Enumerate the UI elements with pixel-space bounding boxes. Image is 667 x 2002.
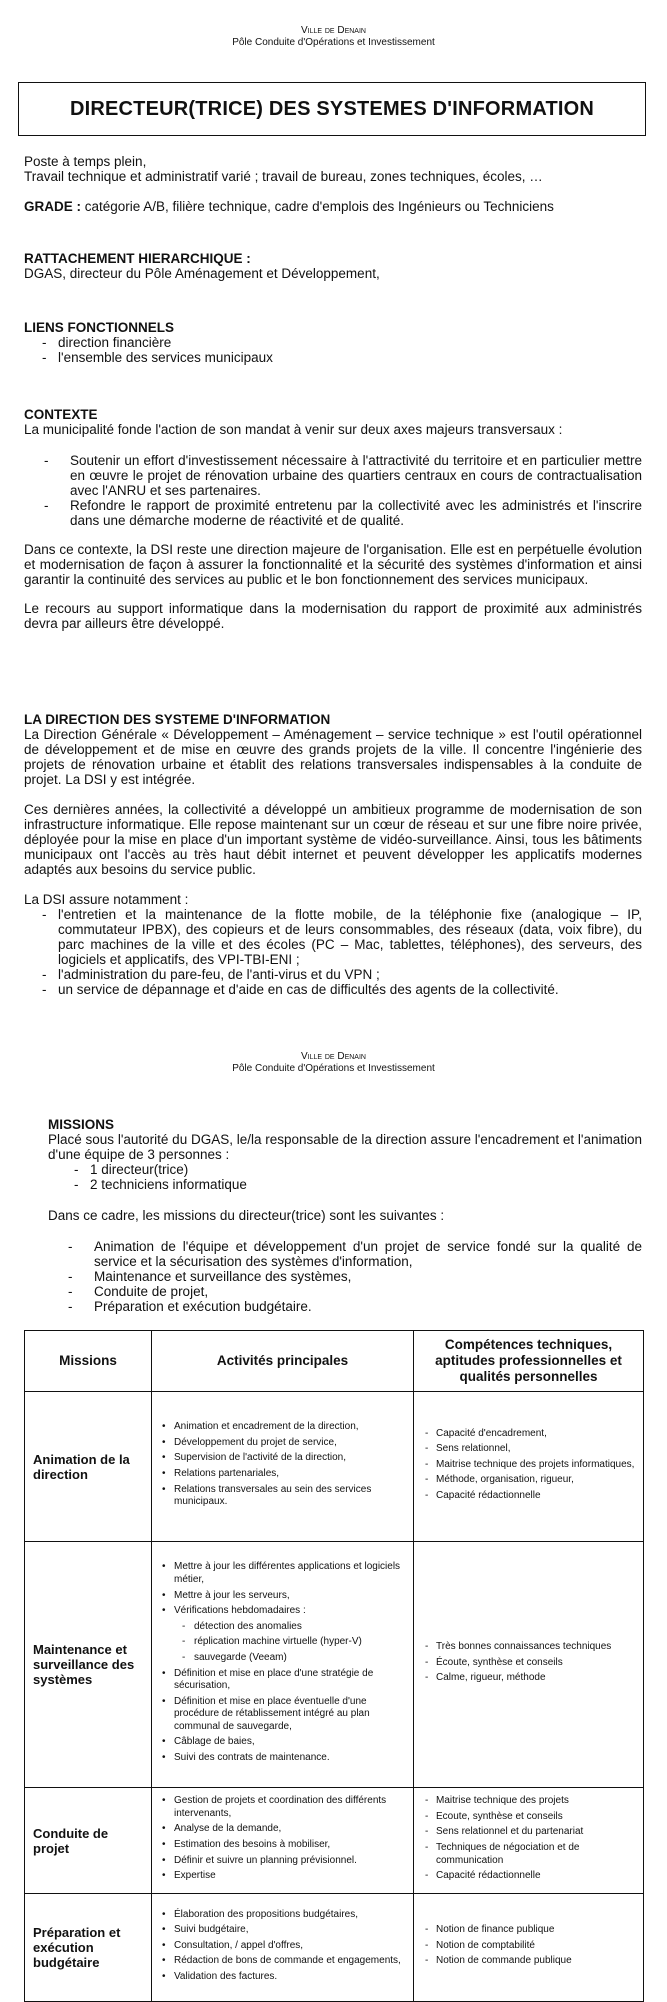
activity-item: • Mettre à jour les différentes applications et logiciels métier, (160, 1561, 405, 1586)
skill-item: - Capacité d'encadrement, (422, 1428, 635, 1441)
contexte-paragraph: Dans ce contexte, la DSI reste une direction majeure de l'organisation. Elle est en perpétuelle évolution et modernisation de façon à assurer la fonctionnalité et la sécurité des systèmes d'information et ainsi garantir la continuité des services au public et le bon fonctionnement des services municipaux. (24, 542, 642, 587)
activity-item: • Consultation, / appel d'offres, (160, 1940, 405, 1953)
table-row (25, 1788, 644, 1894)
table-header-row (25, 1331, 644, 1392)
activity-item: • Relations partenariales, (160, 1468, 405, 1481)
skill-item: - Notion de commande publique (422, 1955, 635, 1968)
grade-label: GRADE : (24, 199, 81, 214)
contexte-heading: CONTEXTE (24, 407, 98, 422)
grade-line (24, 199, 642, 214)
skill-item: - Maitrise technique des projets informatiques, (422, 1459, 635, 1472)
skill-item: - Ecoute, synthèse et conseils (422, 1811, 635, 1824)
activity-item: • Relations transversales au sein des services municipaux. (160, 1484, 405, 1509)
activity-item: • Suivi des contrats de maintenance. (160, 1752, 405, 1765)
missions-paragraph: Placé sous l'autorité du DGAS, le/la responsable de la direction assure l'encadrement et l'animation d'une équipe de 3 personnes : (48, 1132, 642, 1162)
direction-paragraph: Ces dernières années, la collectivité a développé un ambitieux programme de modernisation de son infrastructure informatique. Elle repose maintenant sur un cœur de réseau et sur une fibre noire privée, déployée pour la mise en place d'un important système de vidéo-surveillance. Ainsi, tous les bâtiments municipaux ont l'accès au très haut débit internet et peuvent développer les applicatifs modernes adaptés aux besoins du service public. (24, 802, 642, 877)
direction-block (24, 712, 642, 997)
activity-item: • Supervision de l'activité de la direction, (160, 1452, 405, 1465)
skill-item: - Techniques de négociation et de communication (422, 1842, 635, 1867)
page-header-2 (0, 1051, 667, 1075)
skills-cell (414, 1894, 644, 2002)
contexte-paragraph: Le recours au support informatique dans la modernisation du rapport de proximité aux administrés devra par ailleurs être développé. (24, 601, 642, 631)
table-header-cell: Missions (25, 1331, 152, 1392)
missions-heading: MISSIONS (48, 1117, 115, 1132)
direction-item: - un service de dépannage et d'aide en cas de difficultés des agents de la collectivité. (24, 982, 642, 997)
skill-item: - Capacité rédactionnelle (422, 1870, 635, 1883)
skill-item: - Sens relationnel, (422, 1443, 635, 1456)
activity-item: • Suivi budgétaire, (160, 1924, 405, 1937)
activity-item: • Mettre à jour les serveurs, (160, 1590, 405, 1603)
poste-line-2: Travail technique et administratif varié ; travail de bureau, zones techniques, écoles, … (24, 169, 543, 184)
missions-table (24, 1330, 644, 2002)
missions-item: - Animation de l'équipe et développement d'un projet de service fondé sur la qualité de service et la sécurisation des systèmes d'information, (48, 1239, 642, 1269)
direction-item: - l'administration du pare-feu, de l'anti-virus et du VPN ; (24, 967, 642, 982)
direction-item: - l'entretien et la maintenance de la flotte mobile, de la téléphonie fixe (analogique – IP, commutateur IPBX), des copieurs et de leurs consommables, des réseaux (data, voix fibre), du parc machines de la ville et des écoles (PC – Mac, tablettes, téléphones), des serveurs, des logiciels et applicatifs, des VPI-TBI-ENI ; (24, 907, 642, 967)
contexte-block (24, 407, 642, 631)
activity-item: • Estimation des besoins à mobiliser, (160, 1839, 405, 1852)
direction-intro: La DSI assure notamment : (24, 892, 189, 907)
contexte-intro: La municipalité fonde l'action de son mandat à venir sur deux axes majeurs transversaux : (24, 422, 563, 437)
skill-item: - Maitrise technique des projets (422, 1795, 635, 1808)
activity-item: • Développement du projet de service, (160, 1437, 405, 1450)
header-ville: Ville de Denain (301, 25, 366, 36)
mission-cell: Animation de la direction (25, 1392, 152, 1542)
contexte-item: - Refondre le rapport de proximité entretenu par la collectivité avec les administrés et l'inscrire dans une démarche moderne de réactivité et de qualité. (24, 498, 642, 528)
page-title: DIRECTEUR(TRICE) DES SYSTEMES D'INFORMATION (69, 97, 595, 120)
skills-cell (414, 1542, 644, 1788)
activity-item: • Vérifications hebdomadaires : (160, 1605, 405, 1618)
activity-subitem: - sauvegarde (Veeam) (160, 1652, 405, 1665)
activities-cell (152, 1392, 414, 1542)
liens-heading: LIENS FONCTIONNELS (24, 320, 175, 335)
skill-item: - Notion de finance publique (422, 1924, 635, 1937)
poste-block (24, 154, 642, 184)
missions-item: - Conduite de projet, (48, 1284, 642, 1299)
activity-item: • Animation et encadrement de la direction, (160, 1421, 405, 1434)
title-box (18, 82, 646, 136)
activity-item: • Élaboration des propositions budgétaires, (160, 1909, 405, 1922)
missions-paragraph: Dans ce cadre, les missions du directeur(trice) sont les suivantes : (48, 1208, 445, 1223)
activity-item: • Définition et mise en place éventuelle d'une procédure de rétablissement intégré au plan communal de sauvegarde, (160, 1696, 405, 1734)
rattachement-text: DGAS, directeur du Pôle Aménagement et Développement, (24, 266, 380, 281)
missions-team-item: - 2 techniciens informatique (56, 1177, 642, 1192)
activity-item: • Câblage de baies, (160, 1736, 405, 1749)
activity-item: • Définition et mise en place d'une stratégie de sécurisation, (160, 1668, 405, 1693)
activities-cell (152, 1542, 414, 1788)
activities-cell (152, 1788, 414, 1894)
missions-item: - Maintenance et surveillance des systèmes, (48, 1269, 642, 1284)
missions-item: - Préparation et exécution budgétaire. (48, 1299, 642, 1314)
activity-item: • Validation des factures. (160, 1971, 405, 1984)
table-header-cell: Compétences techniques, aptitudes professionnelles et qualités personnelles (414, 1331, 644, 1392)
activity-subitem: - détection des anomalies (160, 1621, 405, 1634)
skills-cell (414, 1392, 644, 1542)
page-header-1 (0, 25, 667, 49)
liens-item: - l'ensemble des services municipaux (24, 350, 642, 365)
mission-cell: Maintenance et surveillance des systèmes (25, 1542, 152, 1788)
table-header-cell: Activités principales (152, 1331, 414, 1392)
activity-item: • Rédaction de bons de commande et engagements, (160, 1955, 405, 1968)
activity-item: • Analyse de la demande, (160, 1823, 405, 1836)
header-pole: Pôle Conduite d'Opérations et Investissement (232, 37, 435, 48)
table-row (25, 1894, 644, 2002)
rattachement-heading: RATTACHEMENT HIERARCHIQUE : (24, 251, 251, 266)
activities-cell (152, 1894, 414, 2002)
skill-item: - Calme, rigueur, méthode (422, 1672, 635, 1685)
skill-item: - Très bonnes connaissances techniques (422, 1641, 635, 1654)
rattachement-block (24, 251, 642, 281)
skill-item: - Écoute, synthèse et conseils (422, 1657, 635, 1670)
skill-item: - Notion de comptabilité (422, 1940, 635, 1953)
table-row (25, 1542, 644, 1788)
contexte-item: - Soutenir un effort d'investissement nécessaire à l'attractivité du territoire et en particulier mettre en œuvre le projet de rénovation urbaine des quartiers centraux en cours de contractualisation avec l'ANRU et ses partenaires. (24, 453, 642, 498)
header-pole: Pôle Conduite d'Opérations et Investissement (232, 1063, 435, 1074)
activity-item: • Gestion de projets et coordination des différents intervenants, (160, 1795, 405, 1820)
activity-subitem: - réplication machine virtuelle (hyper-V) (160, 1636, 405, 1649)
missions-block (48, 1117, 642, 1314)
activity-item: • Définir et suivre un planning prévisionnel. (160, 1855, 405, 1868)
skill-item: - Capacité rédactionnelle (422, 1490, 635, 1503)
skill-item: - Sens relationnel et du partenariat (422, 1826, 635, 1839)
skills-cell (414, 1788, 644, 1894)
activity-item: • Expertise (160, 1870, 405, 1883)
mission-cell: Conduite de projet (25, 1788, 152, 1894)
liens-block (24, 320, 642, 365)
liens-item: - direction financière (24, 335, 642, 350)
header-ville: Ville de Denain (301, 1051, 366, 1062)
table-row (25, 1392, 644, 1542)
direction-heading: LA DIRECTION DES SYSTEME D'INFORMATION (24, 712, 331, 727)
direction-paragraph: La Direction Générale « Développement – Aménagement – service technique » est l'outil opérationnel de développement et de mise en œuvre des grands projets de la ville. Il concentre l'ingénierie des projets de rénovation urbaine et établit des relations transversales indispensables à la conduite de projet. La DSI y est intégrée. (24, 727, 642, 787)
grade-text: catégorie A/B, filière technique, cadre d'emplois des Ingénieurs ou Techniciens (81, 199, 554, 214)
skill-item: - Méthode, organisation, rigueur, (422, 1474, 635, 1487)
poste-line-1: Poste à temps plein, (24, 154, 147, 169)
missions-team-item: - 1 directeur(trice) (56, 1162, 642, 1177)
mission-cell: Préparation et exécution budgétaire (25, 1894, 152, 2002)
